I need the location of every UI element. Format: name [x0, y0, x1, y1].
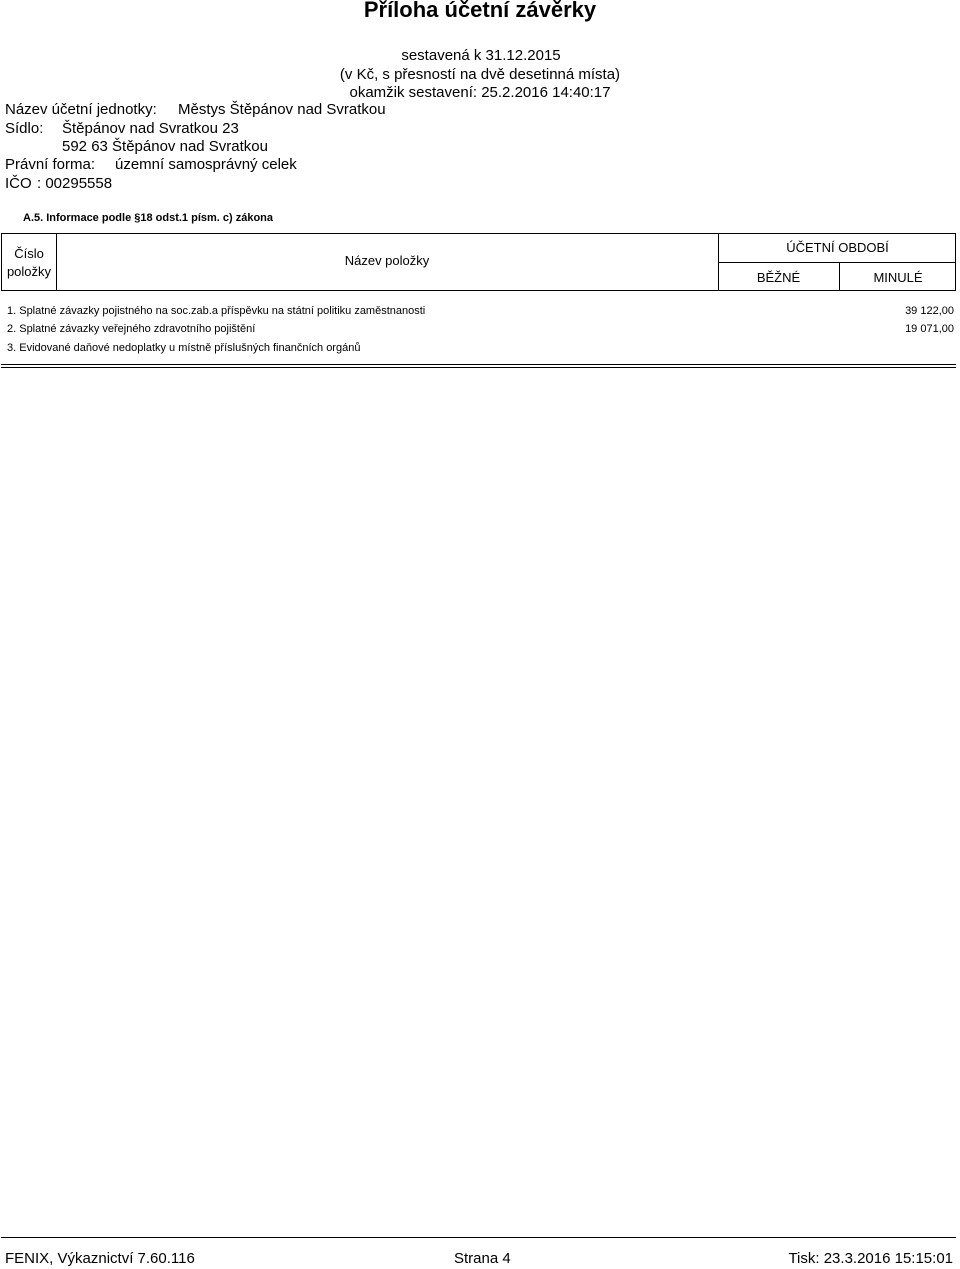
table-row-2-current: 19 071,00: [905, 323, 954, 335]
table-row-2-label: 2. Splatné závazky veřejného zdravotního pojištění: [7, 323, 256, 335]
table-row-1-current: 39 122,00: [905, 305, 954, 317]
table-row-3-label: 3. Evidované daňové nedoplatky u místně příslušných finančních orgánů: [7, 342, 361, 354]
table-end-rule-2: [1, 367, 956, 368]
document-title: Příloha účetní závěrky: [363, 0, 597, 22]
footer-print-time: Tisk: 23.3.2016 15:15:01: [788, 1250, 953, 1267]
legal-form-value: územní samosprávný celek: [115, 156, 297, 173]
seat-line-1: Štěpánov nad Svratkou 23: [62, 120, 239, 137]
ico-value: : 00295558: [37, 175, 113, 192]
footer-software: FENIX, Výkaznictví 7.60.116: [5, 1250, 195, 1267]
table-header: [1, 233, 956, 291]
legal-form-label: Právní forma:: [5, 156, 96, 173]
entity-name-value: Městys Štěpánov nad Svratkou: [178, 101, 386, 118]
col-period-header: ÚČETNÍ OBDOBÍ: [786, 240, 889, 255]
seat-label: Sídlo:: [5, 120, 44, 137]
col-previous-header: MINULÉ: [873, 270, 923, 285]
table-end-rule: [1, 364, 956, 365]
footer-page-number: Strana 4: [454, 1250, 511, 1267]
compile-moment: okamžik sestavení: 25.2.2016 14:40:17: [349, 84, 611, 101]
section-heading: A.5. Informace podle §18 odst.1 písm. c) zákona: [23, 212, 274, 224]
compiled-date: sestavená k 31.12.2015: [401, 47, 561, 64]
entity-name-label: Název účetní jednotky:: [5, 101, 157, 118]
footer-rule: [1, 1237, 956, 1238]
col-name-header: Název položky: [344, 253, 430, 268]
ico-label: IČO: [5, 175, 32, 192]
col-number-header: Číslo položky: [6, 246, 52, 279]
units-note: (v Kč, s přesností na dvě desetinná místa): [339, 66, 621, 83]
table-row-1-label: 1. Splatné závazky pojistného na soc.zab.a příspěvku na státní politiku zaměstnanosti: [7, 305, 426, 317]
seat-line-2: 592 63 Štěpánov nad Svratkou: [62, 138, 268, 155]
col-current-header: BĚŽNÉ: [756, 270, 801, 285]
